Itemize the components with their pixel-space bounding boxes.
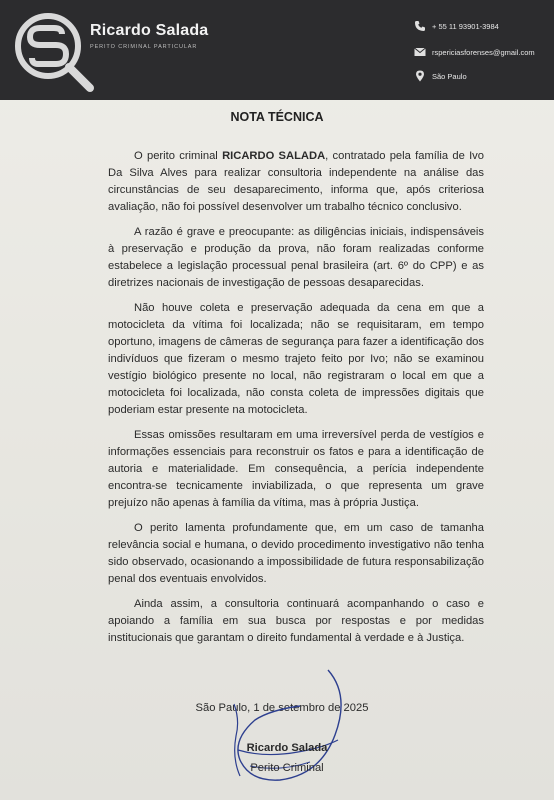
phone-text: + 55 11 93901-3984 [432, 22, 499, 31]
paragraph-6: Ainda assim, a consultoria continuará acompanhando o caso e apoiando a família em sua busca por respostas e por medidas institucionais que garantam o direito fundamental à verdade e à Justiça. [108, 597, 484, 644]
email-text: rspericiasforenses@gmail.com [432, 48, 535, 57]
brand-subtitle: PERITO CRIMINAL PARTICULAR [90, 44, 198, 50]
paragraph-1 [108, 148, 484, 216]
logo-s-magnifier-icon [10, 8, 102, 92]
document-title: NOTA TÉCNICA [230, 110, 324, 124]
expert-name: RICARDO SALADA [222, 150, 326, 162]
phone-icon [414, 20, 426, 32]
mail-icon [414, 46, 426, 58]
paragraph-5: O perito lamenta profundamente que, em um caso de tamanha relevância social e humana, o devido procedimento investigativo não tenha sido observado, ocasionando a impossibilidade de futura responsabilização penal dos eventuais envolvidos. [108, 521, 484, 586]
p1-rest: , contratado pela família de Ivo Da Silva Alves para realizar consultoria independente na análise das circunstâncias de seu desaparecimento, informa que, após criteriosa avaliação, não foi possível desenvolver um trabalho técnico conclusivo. [108, 150, 484, 214]
paragraph-4: Essas omissões resultaram em uma irreversível perda de vestígios e informações essenciais para reconstruir os fatos e para a identificação de autoria e materialidade. Em consequência, a perícia independente encontra-se tecnicamente inviabilizada, o que representa um grave prejuízo não apenas à família da vítima, mas à própria Justiça. [108, 428, 484, 510]
p1-prefix: O perito criminal [134, 150, 223, 162]
document-date: São Paulo, 1 de setembro de 2025 [195, 702, 369, 714]
signer-name: Ricardo Salada [246, 742, 328, 754]
letterhead [0, 0, 554, 100]
paragraph-2: A razão é grave e preocupante: as diligências iniciais, indispensáveis à preservação e produção da prova, não foram realizadas conforme estabelece a legislação processual penal brasileira (art. 6º do CPP) e as diretrizes nacionais de investigação de pessoas desaparecidas. [108, 225, 484, 290]
brand-name: Ricardo Salada [90, 22, 209, 39]
document-body [108, 148, 484, 655]
location-pin-icon [414, 70, 426, 82]
paragraph-3: Não houve coleta e preservação adequada da cena em que a motocicleta da vítima foi localizada; não se requisitaram, em tempo oportuno, imagens de câmeras de segurança para fazer a identificação dos indivíduos que fizeram o mesmo trajeto feito por Ivo; não se examinou vestígio biológico presente no local, não registraram o local em que a motocicleta foi localizada, não consta coleta de impressões digitais que poderiam estar presente na motocicleta. [108, 301, 484, 417]
signer-role: Perito Criminal [250, 762, 324, 774]
location-text: São Paulo [432, 72, 467, 81]
